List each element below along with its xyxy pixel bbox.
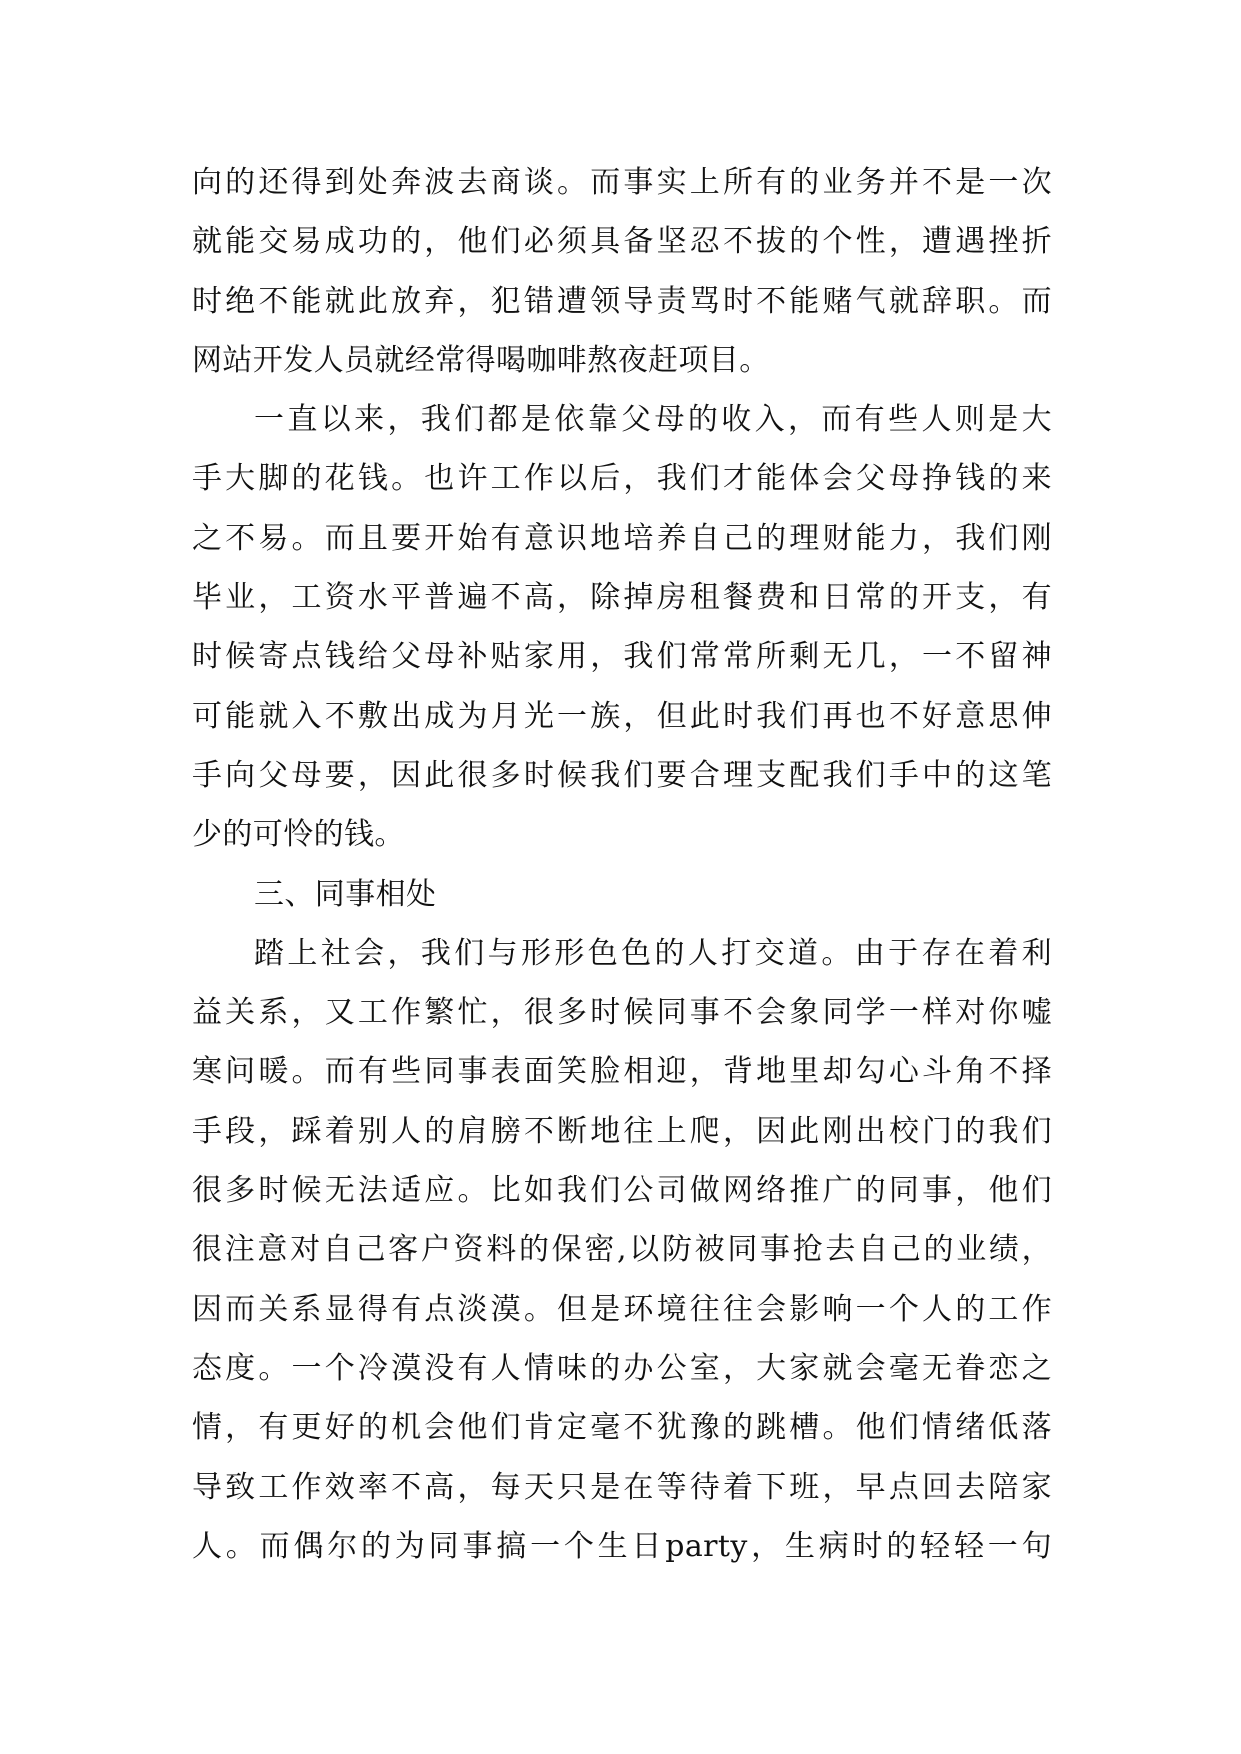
text-line: 益关系，又工作繁忙，很多时候同事不会象同学一样对你嘘 (192, 995, 1052, 1031)
text-line: 就能交易成功的，他们必须具备坚忍不拔的个性，遭遇挫折 (192, 224, 1052, 260)
paragraph-first-line: 一直以来，我们都是依靠父母的收入，而有些人则是大 (254, 402, 1052, 438)
document-body (192, 153, 1052, 1576)
text-line: 时候寄点钱给父母补贴家用，我们常常所剩无几，一不留神 (192, 639, 1052, 675)
text-line: 态度。一个冷漠没有人情味的办公室，大家就会毫无眷恋之 (192, 1350, 1052, 1386)
text-line: 少的可怜的钱。 (192, 817, 405, 853)
text-line: 情，有更好的机会他们肯定毫不犹豫的跳槽。他们情绪低落 (192, 1410, 1052, 1446)
text-line: 可能就入不敷出成为月光一族，但此时我们再也不好意思伸 (192, 698, 1052, 734)
text-line: 之不易。而且要开始有意识地培养自己的理财能力，我们刚 (192, 520, 1052, 556)
section-heading: 三、同事相处 (254, 876, 437, 912)
text-line: 导致工作效率不高，每天只是在等待着下班，早点回去陪家 (192, 1469, 1052, 1505)
text-line: 向的还得到处奔波去商谈。而事实上所有的业务并不是一次 (192, 165, 1052, 200)
text-line: 很注意对自己客户资料的保密,以防被同事抢去自己的业绩， (192, 1232, 1052, 1268)
text-line: 寒问暖。而有些同事表面笑脸相迎，背地里却勾心斗角不择 (192, 1054, 1052, 1090)
text-line: 手段，踩着别人的肩膀不断地往上爬，因此刚出校门的我们 (192, 1113, 1052, 1149)
text-line: 人。而偶尔的为同事搞一个生日party，生病时的轻轻一句 (192, 1528, 1052, 1564)
text-line: 网站开发人员就经常得喝咖啡熬夜赶项目。 (192, 342, 770, 378)
text-line: 因而关系显得有点淡漠。但是环境往往会影响一个人的工作 (192, 1291, 1052, 1327)
text-line: 很多时候无法适应。比如我们公司做网络推广的同事，他们 (192, 1173, 1052, 1209)
text-line: 时绝不能就此放弃，犯错遭领导责骂时不能赌气就辞职。而 (192, 283, 1052, 319)
paragraph-first-line: 踏上社会，我们与形形色色的人打交道。由于存在着利 (254, 935, 1052, 971)
text-line: 手大脚的花钱。也许工作以后，我们才能体会父母挣钱的来 (192, 461, 1052, 497)
text-line: 毕业，工资水平普遍不高，除掉房租餐费和日常的开支，有 (192, 580, 1052, 616)
text-line: 手向父母要，因此很多时候我们要合理支配我们手中的这笔 (192, 757, 1052, 793)
